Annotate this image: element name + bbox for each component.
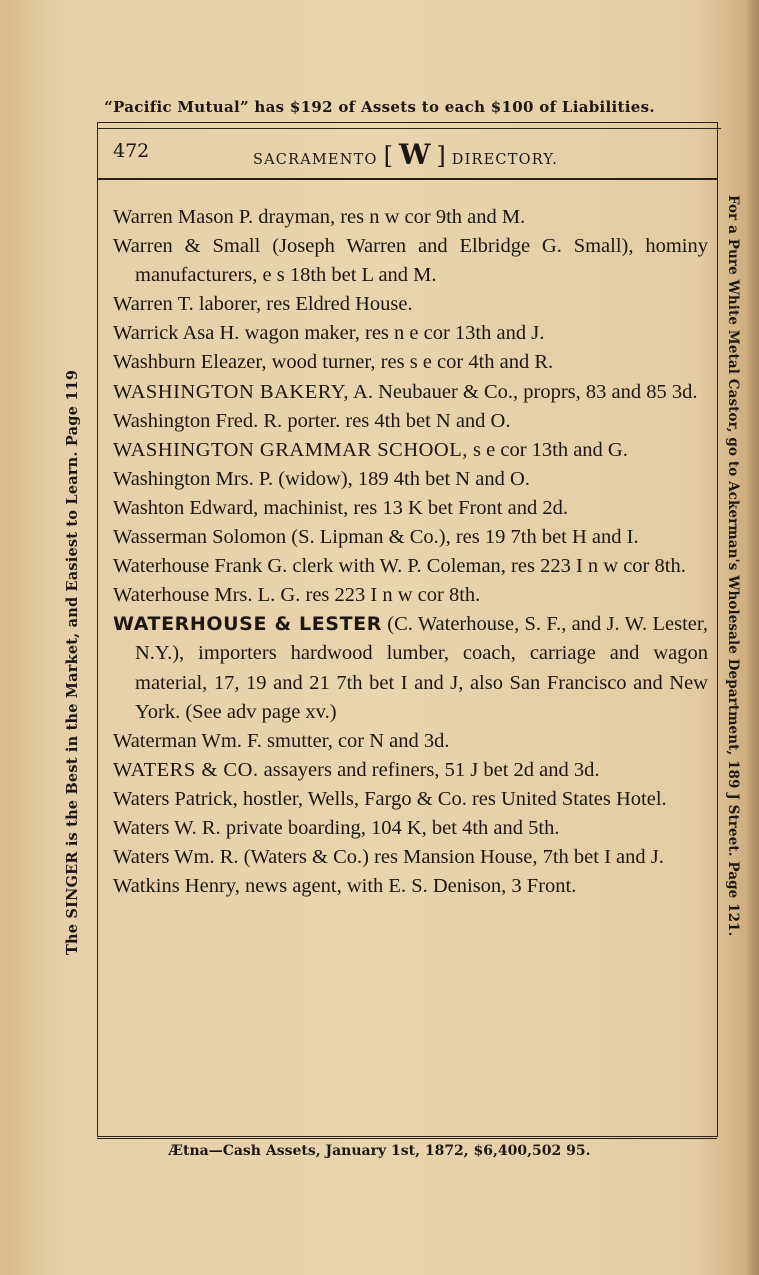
entry-name: WATERHOUSE & LESTER [113, 613, 382, 636]
entry-name: WASHINGTON GRAMMAR SCHOOL, [113, 438, 468, 461]
page-number: 472 [113, 140, 150, 162]
entry-name: Warren Mason P. [113, 206, 254, 228]
directory-entry [113, 610, 708, 726]
header-letter: W [398, 138, 431, 171]
directory-entry [113, 348, 708, 377]
entry-text: laborer, res Eldred House. [193, 293, 413, 316]
entry-text: res 223 I n w cor 8th. [300, 584, 481, 607]
entry-text: (Joseph Warren and Elbridge G. Small), hominy manufacturers, e s 18th bet L and M. [135, 235, 708, 287]
directory-entry [113, 843, 708, 872]
entry-text: porter. res 4th bet N and O. [282, 409, 511, 432]
entry-name: Waterman Wm. F. [113, 729, 262, 752]
entry-text: wagon maker, res n e cor 13th and J. [239, 322, 545, 345]
header-title: DIRECTORY. [451, 152, 559, 168]
directory-entry [113, 785, 708, 814]
entry-name: Washburn Eleazer, [113, 351, 267, 374]
entry-name: Washington Mrs. P. [113, 467, 274, 490]
entry-text: news agent, with E. S. Denison, 3 Front. [239, 875, 577, 898]
directory-entry [113, 436, 708, 465]
entry-name: Waterhouse Mrs. L. G. [113, 584, 301, 607]
left-margin-advertisement: The SINGER is the Best in the Market, and Easiest to Learn. Page 119 [64, 369, 81, 955]
directory-entry [113, 552, 708, 581]
directory-entry [113, 203, 708, 232]
header-city: SACRAMENTO [253, 152, 378, 168]
directory-entry [113, 494, 708, 523]
entry-name: Waters Patrick, [113, 787, 238, 810]
entry-name: Warren T. [113, 293, 194, 316]
entry-name: Warrick Asa H. [113, 322, 240, 345]
bottom-rule [97, 1138, 717, 1139]
entry-text: (Waters & Co.) res Mansion House, 7th bet I and J. [238, 846, 664, 869]
entry-text: (widow), 189 4th bet N and O. [273, 467, 530, 490]
directory-entry [113, 814, 708, 843]
entry-text: s e cor 13th and G. [467, 438, 628, 461]
directory-entry [113, 407, 708, 436]
directory-entry [113, 872, 708, 901]
entry-text: A. Neubauer & Co., proprs, 83 and 85 3d. [349, 380, 698, 403]
directory-entry [113, 581, 708, 610]
directory-entry [113, 756, 708, 785]
bottom-advertisement: Ætna—Cash Assets, January 1st, 1872, $6,400,502 95. [168, 1143, 591, 1159]
entry-name: Waterhouse Frank G. [113, 555, 288, 578]
entry-name: WASHINGTON BAKERY, [113, 380, 350, 403]
directory-entry [113, 319, 708, 348]
directory-entry [113, 523, 708, 552]
entry-text: private boarding, 104 K, bet 4th and 5th. [220, 816, 560, 839]
entry-text: smutter, cor N and 3d. [261, 729, 450, 752]
directory-entry [113, 727, 708, 756]
entry-name: Washton Edward, [113, 496, 259, 519]
entry-text: drayman, res n w cor 9th and M. [253, 206, 526, 228]
running-head [253, 138, 558, 171]
directory-entry [113, 290, 708, 319]
top-rule [97, 128, 721, 129]
entry-name: Waters W. R. [113, 816, 221, 839]
header-close-bracket: ] [436, 142, 446, 170]
top-advertisement: “Pacific Mutual” has $192 of Assets to each $100 of Liabilities. [104, 98, 655, 116]
entry-text: (S. Lipman & Co.), res 19 7th bet H and I. [286, 526, 639, 549]
right-margin-advertisement: For a Pure White Metal Castor, go to Ackerman's Wholesale Department, 189 J Street. Page 121. [725, 195, 741, 937]
header-open-bracket: [ [383, 142, 393, 170]
entry-text: wood turner, res s e cor 4th and R. [266, 351, 554, 374]
entry-text: clerk with W. P. Coleman, res 223 I n w cor 8th. [287, 555, 686, 578]
entry-name: Wasserman Solomon [113, 526, 287, 549]
entry-name: Watkins Henry, [113, 875, 240, 898]
directory-entry [113, 465, 708, 494]
entry-name: Warren & Small [113, 235, 261, 258]
entry-text: hostler, Wells, Fargo & Co. res United States Hotel. [237, 787, 667, 810]
directory-entry [113, 378, 708, 407]
entry-text: assayers and refiners, 51 J bet 2d and 3d. [258, 758, 600, 781]
directory-entries [113, 203, 708, 901]
header-rule [98, 178, 718, 180]
entry-name: WATERS & CO. [113, 758, 259, 781]
directory-entry [113, 232, 708, 290]
entry-name: Washington Fred. R. [113, 409, 283, 432]
entry-name: Waters Wm. R. [113, 846, 239, 869]
entry-text: machinist, res 13 K bet Front and 2d. [258, 496, 568, 519]
running-header [113, 138, 703, 174]
entry-text: (C. Waterhouse, S. F., and J. W. Lester, N.Y.), importers hardwood lumber, coach, carriage and wagon material, 17, 19 and 21 7th bet I and J, also San Francisco and New York. (See adv page xv.) [135, 613, 708, 723]
